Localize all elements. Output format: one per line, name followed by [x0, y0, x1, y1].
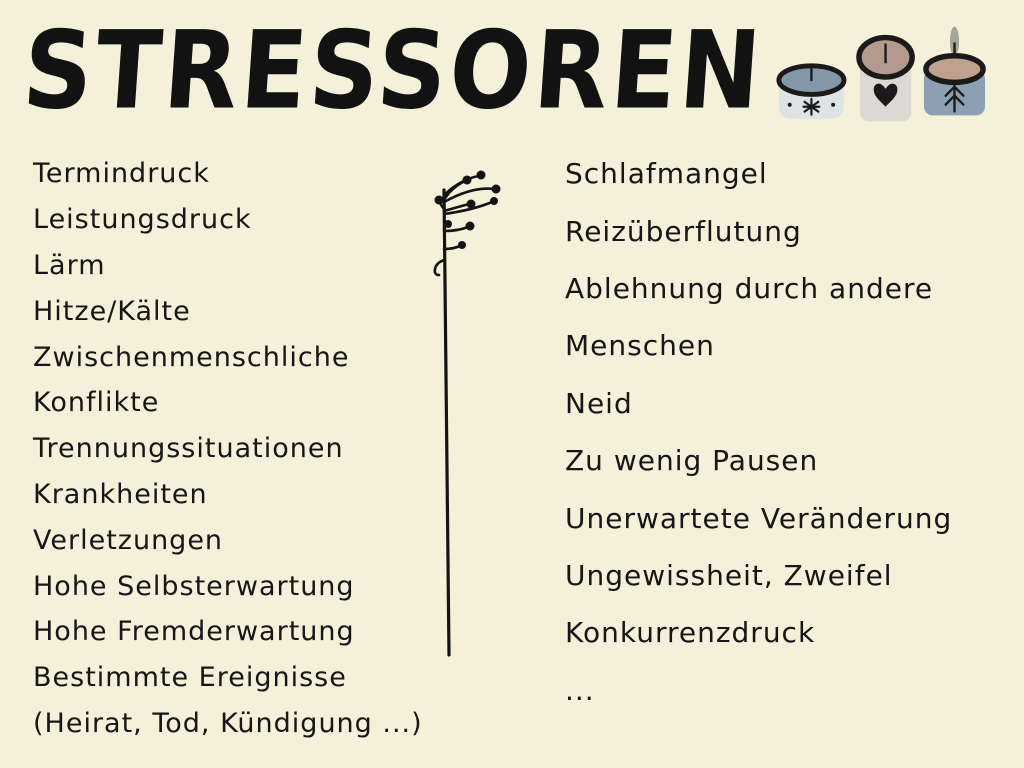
list-item: Ungewissheit, Zweifel: [565, 558, 893, 592]
list-item: Hohe Fremderwartung: [33, 616, 355, 648]
plant-berries: [435, 171, 501, 250]
page-title: STRESSOREN: [19, 8, 768, 134]
list-item: Schlafmangel: [565, 157, 768, 191]
list-item: Bestimmte Ereignisse: [33, 662, 347, 694]
candle-snowflake-icon: [772, 54, 851, 124]
stressors-list-left: [33, 151, 423, 746]
stressors-list-right: [565, 145, 952, 719]
list-item: (Heirat, Tod, Kündigung ...): [33, 707, 423, 739]
list-item: Neid: [565, 386, 633, 420]
list-item: Hitze/Kälte: [33, 295, 191, 327]
list-item: Leistungsdruck: [33, 204, 252, 236]
list-item: Lärm: [33, 249, 106, 281]
list-item: Unerwartete Veränderung: [565, 501, 953, 535]
branch-with-berries-decoration: [413, 168, 505, 665]
candle-arrow-icon: [920, 24, 987, 124]
list-item: Reizüberflutung: [565, 214, 802, 248]
list-item: Zu wenig Pausen: [565, 444, 819, 478]
list-item: Zwischenmenschliche: [33, 341, 350, 373]
candle-wax-top: [926, 56, 983, 83]
list-item: Termindruck: [33, 158, 210, 190]
list-item: Konflikte: [33, 387, 160, 419]
list-item: Menschen: [565, 329, 715, 363]
list-item: Ablehnung durch andere: [565, 271, 934, 305]
dot-right: [831, 103, 835, 107]
list-item: Hohe Selbsterwartung: [33, 570, 355, 602]
list-item: Konkurrenzdruck: [565, 616, 816, 650]
list-item: Verletzungen: [33, 524, 224, 556]
plant-stem-and-branches: [435, 176, 494, 655]
list-item: ...: [565, 673, 595, 707]
list-item: Trennungssituationen: [33, 433, 344, 465]
candle-heart-icon: [855, 30, 916, 124]
candle-icons-group: [772, 22, 987, 124]
dot-left: [788, 103, 792, 107]
list-item: Krankheiten: [33, 478, 208, 510]
